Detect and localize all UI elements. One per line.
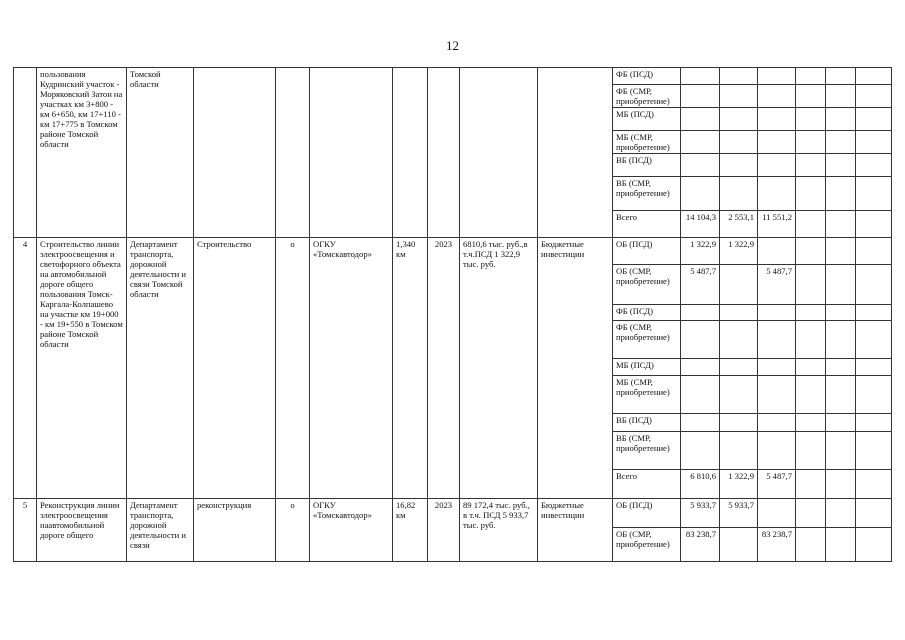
empty-cell [826, 131, 856, 154]
row-number-cell: 4 [14, 238, 37, 499]
financing-year2-cell: 11 551,2 [758, 211, 796, 238]
financing-year2-cell: 5 487,7 [758, 265, 796, 305]
empty-cell [856, 131, 892, 154]
empty-cell [796, 376, 826, 414]
empty-cell [856, 85, 892, 108]
executor-cell: ОГКУ «Томскавтодор» [310, 238, 393, 499]
financing-total-cell: 14 104,3 [681, 211, 720, 238]
financing-label-cell: ФБ (СМР, приобретение) [613, 85, 681, 108]
empty-cell [826, 376, 856, 414]
cost-cell [460, 68, 538, 238]
financing-total-cell: 1 322,9 [681, 238, 720, 265]
empty-cell [796, 499, 826, 528]
empty-cell [796, 211, 826, 238]
empty-cell [826, 238, 856, 265]
funding-source-cell: Бюджетные инвестиции [538, 238, 613, 499]
financing-total-cell [681, 432, 720, 470]
empty-cell [826, 108, 856, 131]
financing-year1-cell [720, 414, 758, 432]
empty-cell [856, 432, 892, 470]
financing-total-cell [681, 321, 720, 359]
financing-total-cell [681, 131, 720, 154]
financing-year2-cell [758, 108, 796, 131]
financing-total-cell: 6 810,6 [681, 470, 720, 499]
empty-cell [826, 68, 856, 85]
financing-year2-cell [758, 376, 796, 414]
year-cell [428, 68, 460, 238]
financing-label-cell: ОБ (ПСД) [613, 238, 681, 265]
empty-cell [796, 305, 826, 321]
financing-year1-cell [720, 432, 758, 470]
financing-total-cell: 83 238,7 [681, 528, 720, 562]
financing-year2-cell [758, 68, 796, 85]
cost-cell: 89 172,4 тыс. руб., в т.ч. ПСД 5 933,7 тыс. руб. [460, 499, 538, 562]
financing-label-cell: ВБ (ПСД) [613, 154, 681, 177]
financing-year2-cell [758, 154, 796, 177]
table-row [14, 68, 892, 85]
empty-cell [826, 414, 856, 432]
capacity-cell [276, 68, 310, 238]
financing-total-cell [681, 108, 720, 131]
financing-year1-cell [720, 265, 758, 305]
empty-cell [796, 85, 826, 108]
empty-cell [826, 211, 856, 238]
financing-total-cell [681, 154, 720, 177]
financing-label-cell: МБ (СМР, приобретение) [613, 131, 681, 154]
empty-cell [826, 85, 856, 108]
empty-cell [796, 528, 826, 562]
empty-cell [796, 238, 826, 265]
empty-cell [796, 414, 826, 432]
investment-table [13, 67, 892, 562]
financing-label-cell: ВБ (СМР, приобретение) [613, 177, 681, 211]
empty-cell [856, 265, 892, 305]
financing-label-cell: ВБ (СМР, приобретение) [613, 432, 681, 470]
empty-cell [856, 470, 892, 499]
financing-year1-cell [720, 131, 758, 154]
table-row [14, 238, 892, 265]
financing-total-cell [681, 359, 720, 376]
financing-label-cell: ОБ (ПСД) [613, 499, 681, 528]
row-number-cell [14, 68, 37, 238]
empty-cell [826, 177, 856, 211]
empty-cell [796, 177, 826, 211]
financing-year1-cell [720, 528, 758, 562]
empty-cell [826, 154, 856, 177]
empty-cell [826, 432, 856, 470]
financing-year1-cell [720, 321, 758, 359]
empty-cell [856, 238, 892, 265]
executor-cell [310, 68, 393, 238]
empty-cell [796, 321, 826, 359]
financing-year1-cell [720, 359, 758, 376]
financing-year2-cell [758, 131, 796, 154]
financing-year1-cell [720, 305, 758, 321]
financing-total-cell: 5 933,7 [681, 499, 720, 528]
empty-cell [796, 359, 826, 376]
financing-label-cell: ВБ (ПСД) [613, 414, 681, 432]
object-name-cell: Реконструкция линии электроосвещения наавтомобильной дороге общего [37, 499, 127, 562]
page-number: 12 [446, 38, 459, 53]
financing-total-cell [681, 85, 720, 108]
financing-total-cell [681, 68, 720, 85]
financing-year2-cell [758, 238, 796, 265]
object-name-cell: Строительство линии электроосвещения и светофорного объекта на автомобильной дороге общего пользования Томск-Каргала-Колпашево на участке км 19+000 - км 19+550 в Томском районе Томской области [37, 238, 127, 499]
length-cell: 16,82 км [393, 499, 428, 562]
row-number-cell: 5 [14, 499, 37, 562]
empty-cell [856, 211, 892, 238]
capacity-cell: о [276, 499, 310, 562]
financing-year1-cell: 1 322,9 [720, 470, 758, 499]
work-type-cell: реконструкция [194, 499, 276, 562]
work-type-cell [194, 68, 276, 238]
financing-year2-cell [758, 414, 796, 432]
financing-label-cell: ФБ (ПСД) [613, 68, 681, 85]
empty-cell [856, 305, 892, 321]
work-type-cell: Строительство [194, 238, 276, 499]
empty-cell [826, 305, 856, 321]
empty-cell [826, 359, 856, 376]
financing-year2-cell [758, 85, 796, 108]
financing-total-cell [681, 376, 720, 414]
year-cell: 2023 [428, 499, 460, 562]
empty-cell [826, 470, 856, 499]
length-cell [393, 68, 428, 238]
financing-year2-cell [758, 359, 796, 376]
empty-cell [796, 131, 826, 154]
financing-year2-cell [758, 321, 796, 359]
empty-cell [826, 528, 856, 562]
empty-cell [796, 470, 826, 499]
capacity-cell: о [276, 238, 310, 499]
financing-label-cell: МБ (ПСД) [613, 108, 681, 131]
funding-source-cell: Бюджетные инвестиции [538, 499, 613, 562]
financing-year1-cell: 2 553,1 [720, 211, 758, 238]
funding-source-cell [538, 68, 613, 238]
empty-cell [856, 154, 892, 177]
empty-cell [796, 108, 826, 131]
empty-cell [856, 321, 892, 359]
customer-cell: Томской области [127, 68, 194, 238]
financing-year2-cell: 83 238,7 [758, 528, 796, 562]
empty-cell [856, 68, 892, 85]
empty-cell [826, 321, 856, 359]
cost-cell: 6810,6 тыс. руб.,в т.ч.ПСД 1 322,9 тыс. руб. [460, 238, 538, 499]
financing-year2-cell [758, 499, 796, 528]
empty-cell [856, 376, 892, 414]
empty-cell [796, 154, 826, 177]
financing-label-cell: Всего [613, 211, 681, 238]
customer-cell: Департамент транспорта, дорожной деятельности и связи [127, 499, 194, 562]
financing-year1-cell [720, 108, 758, 131]
empty-cell [796, 68, 826, 85]
financing-label-cell: МБ (СМР, приобретение) [613, 376, 681, 414]
financing-year1-cell [720, 177, 758, 211]
financing-year2-cell: 5 487,7 [758, 470, 796, 499]
table-row [14, 499, 892, 528]
length-cell: 1,340 км [393, 238, 428, 499]
financing-label-cell: Всего [613, 470, 681, 499]
financing-label-cell: ФБ (СМР, приобретение) [613, 321, 681, 359]
year-cell: 2023 [428, 238, 460, 499]
empty-cell [826, 499, 856, 528]
executor-cell: ОГКУ «Томскавтодор» [310, 499, 393, 562]
empty-cell [856, 499, 892, 528]
financing-total-cell [681, 305, 720, 321]
financing-year1-cell [720, 85, 758, 108]
financing-year1-cell: 1 322,9 [720, 238, 758, 265]
financing-label-cell: ОБ (СМР, приобретение) [613, 528, 681, 562]
financing-label-cell: МБ (ПСД) [613, 359, 681, 376]
financing-label-cell: ОБ (СМР, приобретение) [613, 265, 681, 305]
financing-year2-cell [758, 177, 796, 211]
empty-cell [826, 265, 856, 305]
customer-cell: Департамент транспорта, дорожной деятельности и связи Томской области [127, 238, 194, 499]
financing-total-cell [681, 177, 720, 211]
financing-year1-cell [720, 376, 758, 414]
empty-cell [796, 265, 826, 305]
financing-year1-cell [720, 154, 758, 177]
financing-year1-cell: 5 933,7 [720, 499, 758, 528]
empty-cell [856, 177, 892, 211]
empty-cell [856, 528, 892, 562]
empty-cell [856, 359, 892, 376]
financing-year2-cell [758, 432, 796, 470]
financing-total-cell [681, 414, 720, 432]
financing-year2-cell [758, 305, 796, 321]
object-name-cell: пользования Кудринский участок - Моряковский Затон на участках км 3+800 - км 6+650, км 17+110 - км 17+775 в Томском районе Томской области [37, 68, 127, 238]
empty-cell [856, 108, 892, 131]
financing-year1-cell [720, 68, 758, 85]
financing-label-cell: ФБ (ПСД) [613, 305, 681, 321]
empty-cell [856, 414, 892, 432]
financing-total-cell: 5 487,7 [681, 265, 720, 305]
empty-cell [796, 432, 826, 470]
